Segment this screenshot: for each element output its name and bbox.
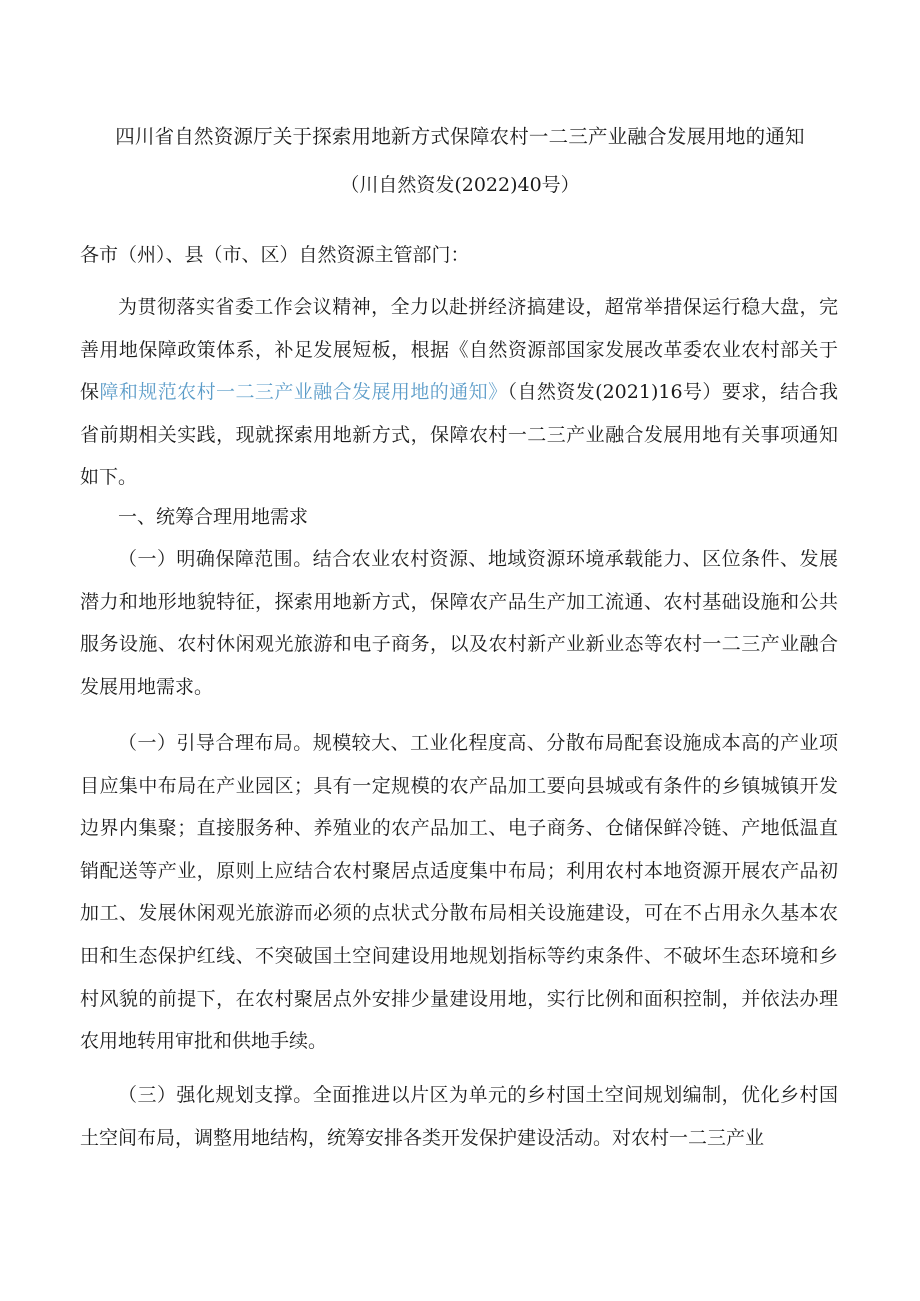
document-number: （川自然资发(2022)40号）	[340, 174, 580, 196]
item-3-paragraph: （三）强化规划支撑。全面推进以片区为单元的乡村国土空间规划编制，优化乡村国土空间布局，调整用地结构，统筹安排各类开发保护建设活动。对农村一二三产业	[80, 1084, 838, 1149]
item-1-paragraph: （一）明确保障范围。结合农业农村资源、地域资源环境承载能力、区位条件、发展潜力和地形地貌特征，探索用地新方式，保障农产品生产加工流通、农村基础设施和公共服务设施、农村休闲观光旅游和电子商务，以及农村新产业新业态等农村一二三产业融合发展用地需求。	[80, 548, 838, 698]
intro-text-after-link: （自然资发(2021)16号）要求，结合我省前期相关实践，现就探索用地新方式，保障农村一二三产业融合发展用地有关事项通知如下。	[80, 381, 838, 489]
section-1-heading: 一、统筹合理用地需求	[118, 506, 309, 528]
salutation: 各市（州）、县（市、区）自然资源主管部门：	[80, 244, 470, 266]
intro-text-before-link: 为贯彻落实省委工作会议精神，全力以赴拼经济搞建设，超常举措保运行稳大盘，完善用地保障政策体系，补足发展短板，根据《自然资源部国家发展改革委农业农村部关于保	[80, 296, 838, 404]
policy-link[interactable]: 障和规范农村一二三产业融合发展用地的通知》	[99, 381, 508, 404]
item-2-paragraph: （一）引导合理布局。规模较大、工业化程度高、分散布局配套设施成本高的产业项目应集中布局在产业园区；具有一定规模的农产品加工要向县城或有条件的乡镇城镇开发边界内集聚；直接服务种、养殖业的农产品加工、电子商务、仓储保鲜冷链、产地低温直销配送等产业，原则上应结合农村聚居点适度集中布局；利用农村本地资源开展农产品初加工、发展休闲观光旅游而必须的点状式分散布局相关设施建设，可在不占用永久基本农田和生态保护红线、不突破国土空间建设用地规划指标等约束条件、不破坏生态环境和乡村风貌的前提下，在农村聚居点外安排少量建设用地，实行比例和面积控制，并依法办理农用地转用审批和供地手续。	[80, 732, 838, 1053]
document-title: 四川省自然资源厅关于探索用地新方式保障农村一二三产业融合发展用地的通知	[115, 125, 805, 148]
intro-paragraph	[80, 286, 838, 499]
